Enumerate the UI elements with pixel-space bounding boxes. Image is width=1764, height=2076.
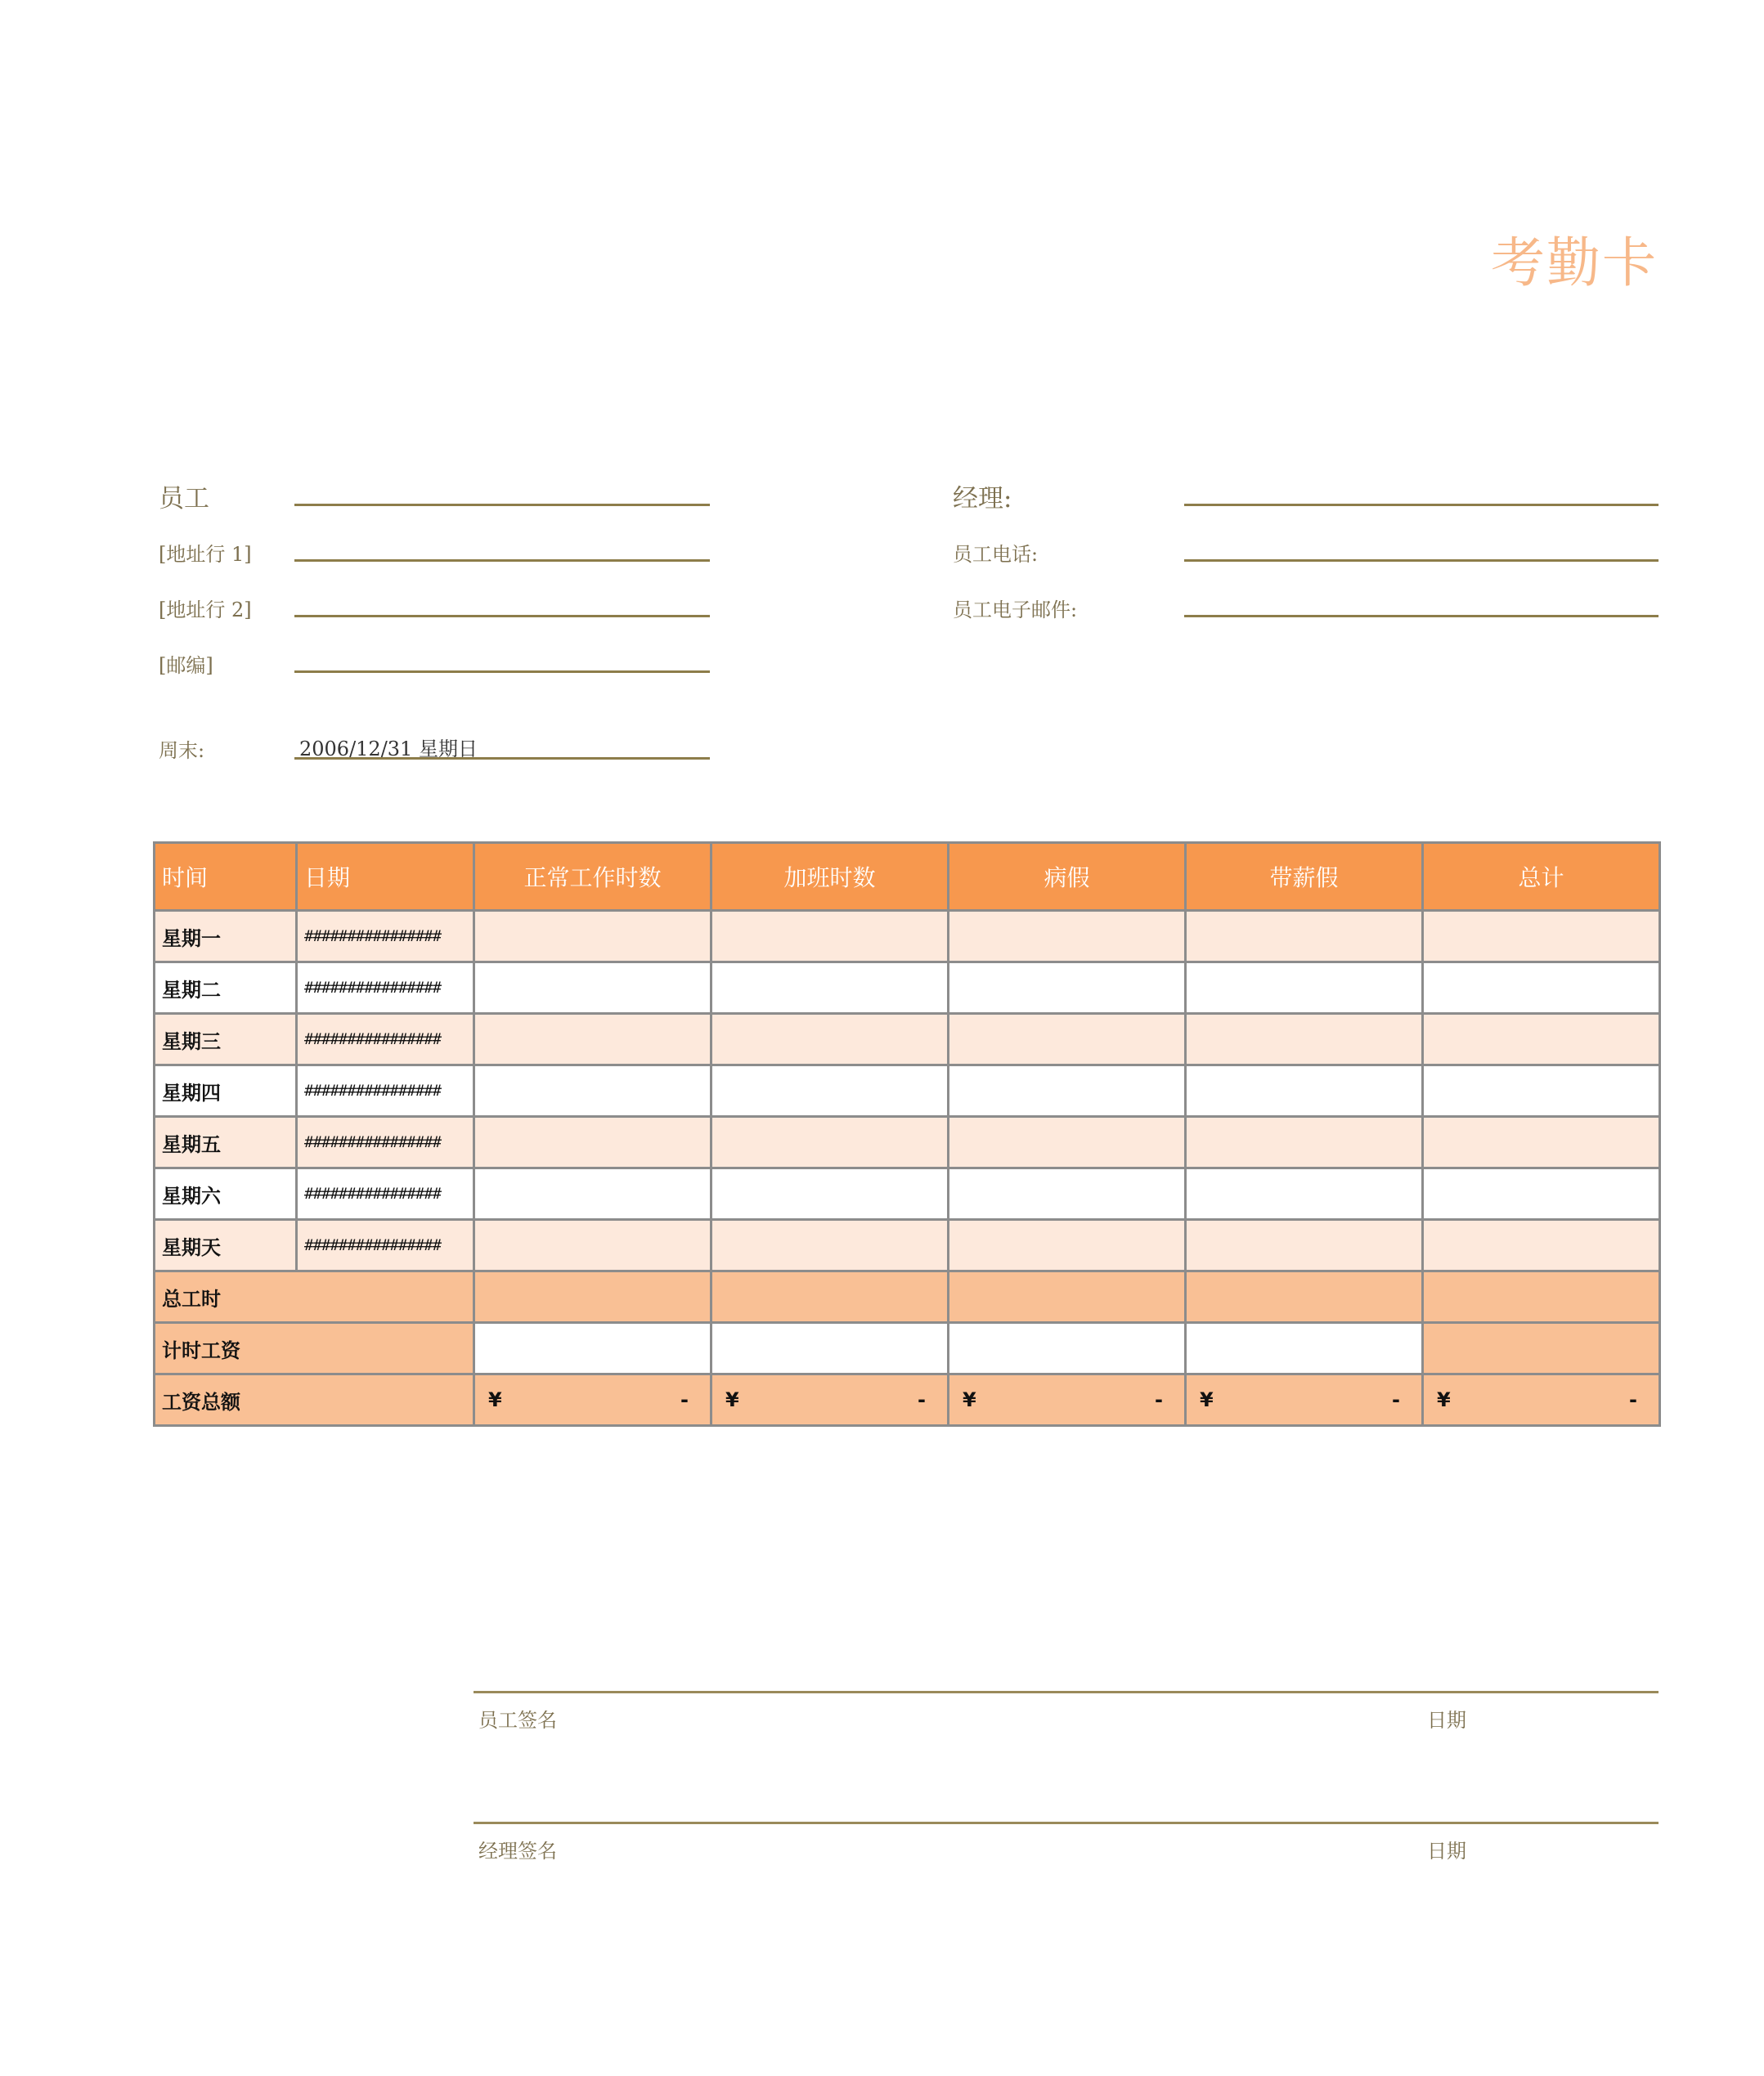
date-cell[interactable]: ################: [297, 1168, 474, 1220]
manager-signature-line[interactable]: [474, 1822, 1659, 1824]
amount-value: -: [680, 1388, 689, 1411]
total-hours-label: 总工时: [155, 1271, 474, 1323]
table-row: [155, 1168, 1660, 1220]
currency-symbol: ¥: [1437, 1388, 1451, 1411]
employee-email-field[interactable]: [1184, 615, 1659, 617]
date-cell[interactable]: ################: [297, 1117, 474, 1168]
overtime-cell[interactable]: [711, 1220, 949, 1271]
date-cell[interactable]: ################: [297, 1065, 474, 1117]
total-cell[interactable]: [1423, 1065, 1660, 1117]
total-cell[interactable]: [1423, 962, 1660, 1014]
overtime-cell[interactable]: [711, 962, 949, 1014]
employee-signature-date-label: 日期: [1427, 1709, 1466, 1732]
employee-label: 员工: [159, 484, 209, 513]
header-paid-leave: 带薪假: [1186, 843, 1423, 911]
date-cell[interactable]: ################: [297, 1014, 474, 1065]
overtime-pay-cell: [711, 1374, 949, 1426]
table-row: [155, 1117, 1660, 1168]
sick-leave-cell[interactable]: [949, 962, 1186, 1014]
address-line2-label: [地址行 2]: [159, 599, 252, 621]
sick-leave-cell[interactable]: [949, 1117, 1186, 1168]
sick-leave-total-cell: [949, 1271, 1186, 1323]
day-cell: 星期五: [155, 1117, 297, 1168]
day-cell: 星期四: [155, 1065, 297, 1117]
sick-leave-cell[interactable]: [949, 1014, 1186, 1065]
table-row: [155, 1220, 1660, 1271]
regular-hours-cell[interactable]: [474, 911, 711, 962]
regular-rate-input[interactable]: [474, 1323, 711, 1374]
day-cell: 星期一: [155, 911, 297, 962]
currency-symbol: ¥: [1200, 1388, 1214, 1411]
paid-leave-rate-input[interactable]: [1186, 1323, 1423, 1374]
table-row: [155, 911, 1660, 962]
day-cell: 星期二: [155, 962, 297, 1014]
regular-hours-cell[interactable]: [474, 1117, 711, 1168]
date-cell[interactable]: ################: [297, 962, 474, 1014]
total-pay-cell: [1423, 1374, 1660, 1426]
overtime-cell[interactable]: [711, 1168, 949, 1220]
week-end-underline: [294, 757, 710, 760]
overtime-cell[interactable]: [711, 1117, 949, 1168]
total-cell[interactable]: [1423, 1168, 1660, 1220]
manager-signature-date-label: 日期: [1427, 1840, 1466, 1863]
manager-label: 经理:: [953, 484, 1012, 513]
date-cell[interactable]: ################: [297, 1220, 474, 1271]
regular-hours-cell[interactable]: [474, 1168, 711, 1220]
amount-value: -: [1629, 1388, 1637, 1411]
total-cell[interactable]: [1423, 911, 1660, 962]
total-pay-label: 工资总额: [155, 1374, 474, 1426]
week-end-label: 周末:: [159, 739, 205, 762]
currency-symbol: ¥: [488, 1388, 502, 1411]
regular-hours-cell[interactable]: [474, 1065, 711, 1117]
currency-symbol: ¥: [725, 1388, 739, 1411]
sick-leave-pay-cell: [949, 1374, 1186, 1426]
regular-hours-cell[interactable]: [474, 1220, 711, 1271]
overtime-rate-input[interactable]: [711, 1323, 949, 1374]
header-sick-leave: 病假: [949, 843, 1186, 911]
hourly-rate-label: 计时工资: [155, 1323, 474, 1374]
sick-leave-cell[interactable]: [949, 1168, 1186, 1220]
employee-phone-field[interactable]: [1184, 559, 1659, 562]
paid-leave-cell[interactable]: [1186, 1117, 1423, 1168]
header-time: 时间: [155, 843, 297, 911]
employee-email-label: 员工电子邮件:: [953, 599, 1078, 621]
paid-leave-cell[interactable]: [1186, 911, 1423, 962]
employee-field[interactable]: [294, 504, 710, 506]
week-end-value[interactable]: 2006/12/31 星期日: [299, 738, 478, 760]
total-cell[interactable]: [1423, 1220, 1660, 1271]
regular-pay-cell: [474, 1374, 711, 1426]
amount-value: -: [1155, 1388, 1163, 1411]
total-rate-cell: [1423, 1323, 1660, 1374]
address-line2-field[interactable]: [294, 615, 710, 617]
zip-label: [邮编]: [159, 654, 213, 677]
paid-leave-cell[interactable]: [1186, 1014, 1423, 1065]
overtime-total-cell: [711, 1271, 949, 1323]
zip-field[interactable]: [294, 670, 710, 673]
manager-field[interactable]: [1184, 504, 1659, 506]
table-row: [155, 962, 1660, 1014]
sick-leave-cell[interactable]: [949, 1065, 1186, 1117]
sick-leave-cell[interactable]: [949, 911, 1186, 962]
employee-signature-label: 员工签名: [478, 1709, 557, 1732]
employee-signature-line[interactable]: [474, 1691, 1659, 1693]
table-row: [155, 1065, 1660, 1117]
regular-hours-total-cell: [474, 1271, 711, 1323]
paid-leave-pay-cell: [1186, 1374, 1423, 1426]
paid-leave-cell[interactable]: [1186, 962, 1423, 1014]
regular-hours-cell[interactable]: [474, 962, 711, 1014]
paid-leave-cell[interactable]: [1186, 1220, 1423, 1271]
currency-symbol: ¥: [963, 1388, 976, 1411]
address-line1-label: [地址行 1]: [159, 543, 252, 566]
amount-value: -: [918, 1388, 926, 1411]
page-title: 考勤卡: [1491, 231, 1658, 294]
header-regular-hours: 正常工作时数: [474, 843, 711, 911]
header-overtime: 加班时数: [711, 843, 949, 911]
table-header-row: [155, 843, 1660, 911]
grand-total-cell: [1423, 1271, 1660, 1323]
total-cell[interactable]: [1423, 1117, 1660, 1168]
day-cell: 星期六: [155, 1168, 297, 1220]
paid-leave-cell[interactable]: [1186, 1168, 1423, 1220]
date-cell[interactable]: ################: [297, 911, 474, 962]
timecard-table: [153, 841, 1661, 1427]
day-cell: 星期三: [155, 1014, 297, 1065]
address-line1-field[interactable]: [294, 559, 710, 562]
table-row: [155, 1014, 1660, 1065]
total-cell[interactable]: [1423, 1014, 1660, 1065]
hourly-rate-row: [155, 1323, 1660, 1374]
paid-leave-cell[interactable]: [1186, 1065, 1423, 1117]
paid-leave-total-cell: [1186, 1271, 1423, 1323]
header-total: 总计: [1423, 843, 1660, 911]
total-hours-row: [155, 1271, 1660, 1323]
sick-leave-rate-input[interactable]: [949, 1323, 1186, 1374]
employee-phone-label: 员工电话:: [953, 543, 1039, 566]
sick-leave-cell[interactable]: [949, 1220, 1186, 1271]
overtime-cell[interactable]: [711, 1014, 949, 1065]
regular-hours-cell[interactable]: [474, 1014, 711, 1065]
overtime-cell[interactable]: [711, 911, 949, 962]
amount-value: -: [1392, 1388, 1400, 1411]
total-pay-row: [155, 1374, 1660, 1426]
day-cell: 星期天: [155, 1220, 297, 1271]
header-date: 日期: [297, 843, 474, 911]
manager-signature-label: 经理签名: [478, 1840, 557, 1863]
overtime-cell[interactable]: [711, 1065, 949, 1117]
